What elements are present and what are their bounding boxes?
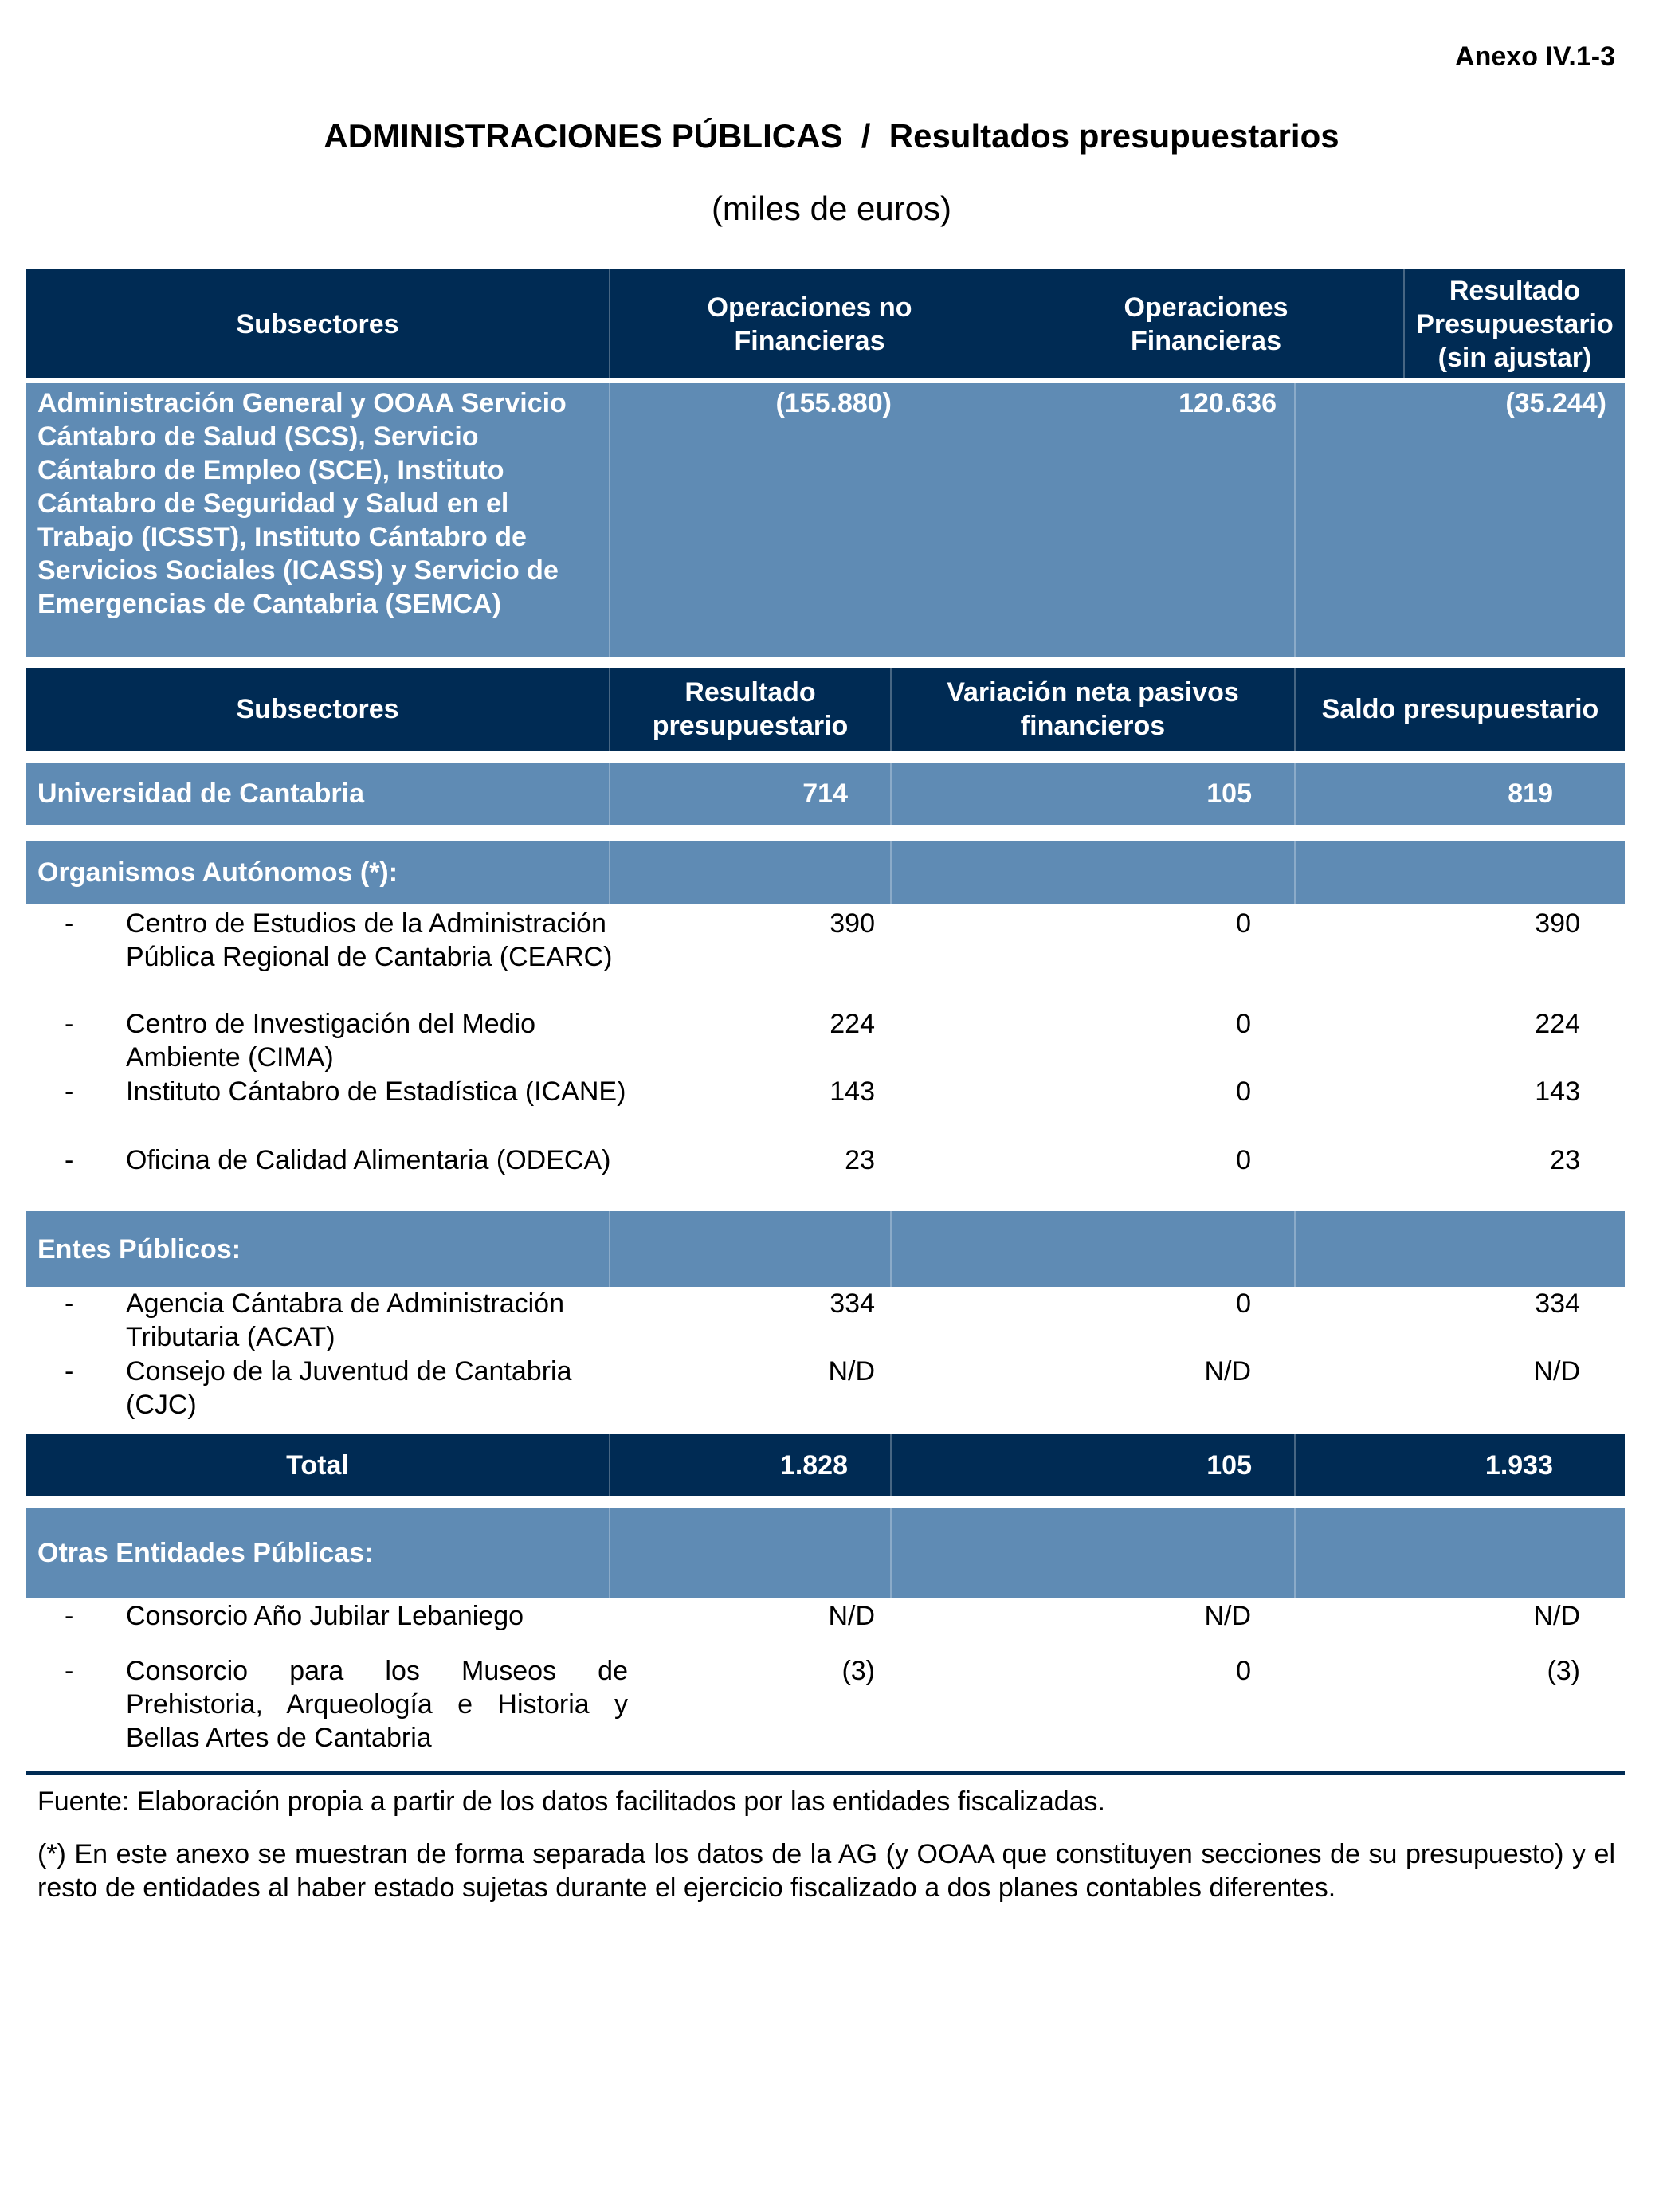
universidad-saldo: 819 bbox=[1508, 779, 1553, 809]
item-saldo: 23 bbox=[1550, 1145, 1580, 1175]
item-saldo: (3) bbox=[1547, 1656, 1580, 1686]
item-saldo: 390 bbox=[1535, 908, 1580, 939]
item-variacion: 0 bbox=[1236, 1077, 1251, 1107]
item-saldo: 143 bbox=[1535, 1077, 1580, 1107]
table1-header-op-financieras: Operaciones Financieras bbox=[1009, 269, 1405, 378]
universidad-resultado: 714 bbox=[610, 763, 892, 825]
list-dash: - bbox=[65, 1077, 74, 1107]
item-label: Instituto Cántabro de Estadística (ICANE) bbox=[126, 1077, 626, 1107]
item-resultado: 23 bbox=[845, 1145, 875, 1175]
item-saldo: N/D bbox=[1533, 1356, 1580, 1386]
item-variacion: 0 bbox=[1236, 1145, 1251, 1175]
section-organismos bbox=[26, 841, 1625, 904]
list-dash: - bbox=[65, 1601, 74, 1631]
list-dash: - bbox=[65, 1288, 74, 1319]
organismos-label: Organismos Autónomos (*): bbox=[26, 841, 610, 904]
page-title: ADMINISTRACIONES PÚBLICAS / Resultados presupuestarios bbox=[324, 117, 1339, 155]
item-label: Agencia Cántabra de Administración Tributaria (ACAT) bbox=[126, 1288, 564, 1352]
item-label: Consejo de la Juventud de Cantabria (CJC) bbox=[126, 1356, 572, 1420]
item-label: Consorcio Año Jubilar Lebaniego bbox=[126, 1601, 524, 1631]
page-subtitle: (miles de euros) bbox=[711, 190, 952, 227]
table2-header-subsectores: Subsectores bbox=[26, 668, 610, 751]
table1-header-op-no-financieras: Operaciones no Financieras bbox=[707, 292, 912, 356]
item-saldo: 224 bbox=[1535, 1009, 1580, 1039]
item-saldo: N/D bbox=[1533, 1601, 1580, 1631]
table1-header bbox=[26, 269, 1625, 378]
item-label: Consorcio para los Museos de Prehistoria, Arqueología e Historia y Bellas Artes de Cantabria bbox=[126, 1656, 628, 1753]
list-dash: - bbox=[65, 1009, 74, 1039]
item-resultado: (3) bbox=[841, 1656, 875, 1686]
organismos-cell-1 bbox=[610, 841, 892, 904]
section-otras bbox=[26, 1508, 1625, 1598]
item-variacion: 0 bbox=[1236, 1288, 1251, 1319]
item-label: Oficina de Calidad Alimentaria (ODECA) bbox=[126, 1145, 611, 1175]
table1-row-ag-ooaa bbox=[26, 383, 1625, 657]
total-resultado: 1.828 bbox=[610, 1434, 892, 1496]
item-resultado: N/D bbox=[828, 1356, 875, 1386]
total-label: Total bbox=[26, 1434, 610, 1496]
annex-label: Anexo IV.1-3 bbox=[1455, 41, 1615, 72]
otras-cell-1 bbox=[610, 1508, 892, 1598]
footnote: (*) En este anexo se muestran de forma separada los datos de la AG (y OOAA que constituyen secciones de su presupuesto) y el resto de entidades al haber estado sujetas durante el ejercicio fiscalizado a dos planes contables diferentes. bbox=[37, 1839, 1615, 1903]
table1-row-label: Administración General y OOAA Servicio Cántabro de Salud (SCS), Servicio Cántabro de Empleo (SCE), Instituto Cántabro de Seguridad y Salud en el Trabajo (ICSST), Instituto Cántabro de Servicios Sociales (ICASS) y Servicio de Emergencias de Cantabria (SEMCA) bbox=[26, 383, 610, 657]
list-dash: - bbox=[65, 908, 74, 939]
table-bottom-rule bbox=[26, 1771, 1625, 1775]
table2-header-saldo: Saldo presupuestario bbox=[1321, 694, 1599, 724]
otras-cell-2 bbox=[892, 1508, 1296, 1598]
table2-header-resultado: Resultado presupuestario bbox=[610, 668, 892, 751]
total-variacion: 105 bbox=[892, 1434, 1296, 1496]
source-note: Fuente: Elaboración propia a partir de los datos facilitados por las entidades fiscalizadas. bbox=[37, 1786, 1105, 1817]
item-resultado: N/D bbox=[828, 1601, 875, 1631]
row-total bbox=[26, 1434, 1625, 1496]
item-resultado: 334 bbox=[830, 1288, 875, 1319]
organismos-cell-2 bbox=[892, 841, 1296, 904]
item-saldo: 334 bbox=[1535, 1288, 1580, 1319]
universidad-label: Universidad de Cantabria bbox=[26, 763, 610, 825]
list-dash: - bbox=[65, 1356, 74, 1386]
table1-header-resultado: Resultado Presupuestario (sin ajustar) bbox=[1416, 275, 1614, 373]
item-resultado: 390 bbox=[830, 908, 875, 939]
entes-cell-2 bbox=[892, 1211, 1296, 1287]
item-variacion: N/D bbox=[1204, 1601, 1251, 1631]
table1-value-resultado: (35.244) bbox=[1505, 388, 1606, 418]
item-resultado: 224 bbox=[830, 1009, 875, 1039]
entes-cell-1 bbox=[610, 1211, 892, 1287]
item-variacion: 0 bbox=[1236, 1009, 1251, 1039]
item-variacion: N/D bbox=[1204, 1356, 1251, 1386]
table2-header-variacion: Variación neta pasivos financieros bbox=[892, 668, 1296, 751]
section-entes bbox=[26, 1211, 1625, 1287]
universidad-variacion: 105 bbox=[892, 763, 1296, 825]
otras-label: Otras Entidades Públicas: bbox=[26, 1508, 610, 1598]
total-saldo: 1.933 bbox=[1485, 1450, 1553, 1481]
table2-header bbox=[26, 668, 1625, 751]
item-variacion: 0 bbox=[1236, 1656, 1251, 1686]
item-label: Centro de Investigación del Medio Ambiente (CIMA) bbox=[126, 1009, 536, 1073]
list-dash: - bbox=[65, 1145, 74, 1175]
item-resultado: 143 bbox=[830, 1077, 875, 1107]
list-dash: - bbox=[65, 1656, 74, 1686]
table1-header-subsectores: Subsectores bbox=[26, 269, 610, 378]
row-universidad bbox=[26, 763, 1625, 825]
item-variacion: 0 bbox=[1236, 908, 1251, 939]
item-label: Centro de Estudios de la Administración Pública Regional de Cantabria (CEARC) bbox=[126, 908, 613, 972]
entes-label: Entes Públicos: bbox=[26, 1211, 610, 1287]
table1-value-op-financieras: 120.636 bbox=[1179, 388, 1277, 418]
table1-value-op-no-financieras: (155.880) bbox=[775, 388, 892, 418]
